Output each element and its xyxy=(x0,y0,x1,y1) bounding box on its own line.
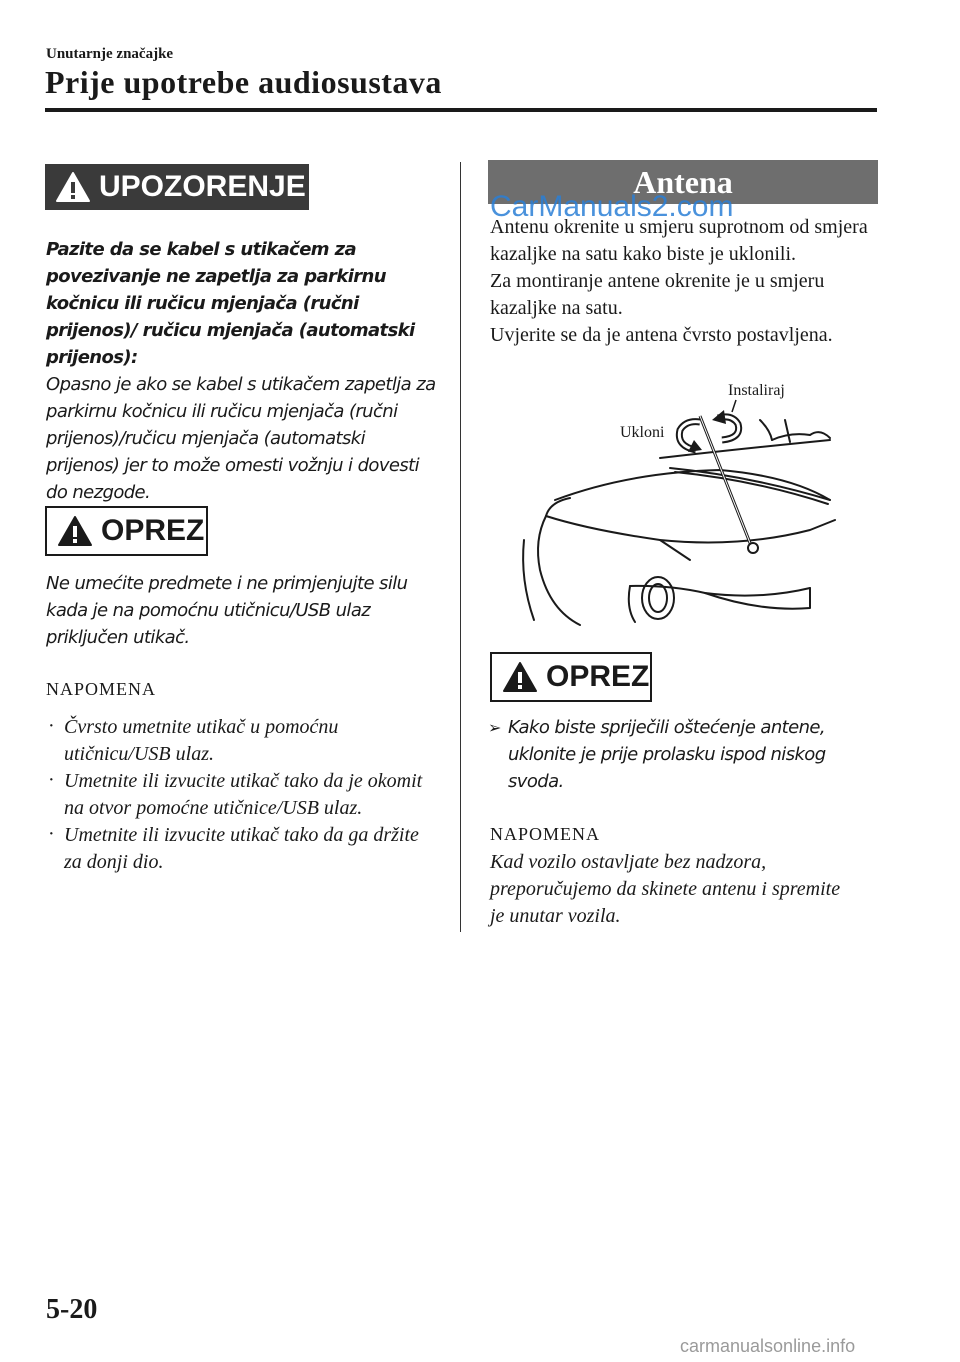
note-item: · Umetnite ili izvucite utikač tako da je okomit na otvor pomoćne utičnice/USB ulaz. xyxy=(46,768,426,822)
warning-badge xyxy=(45,164,309,210)
warning-label: UPOZORENJE xyxy=(99,170,306,203)
warning-lead: Pazite da se kabel s utikačem za povezivanje ne zapetlja za parkirnu kočnicu ili ručicu mjenjača (ručni prijenos)/ ručicu mjenjača (automatski prijenos): xyxy=(46,239,415,368)
footer-url: carmanualsonline.info xyxy=(680,1336,856,1356)
antenna-figure xyxy=(510,380,840,630)
note-list xyxy=(46,714,426,876)
note-item: · Umetnite ili izvucite utikač tako da ga držite za donji dio. xyxy=(46,822,426,876)
column-divider xyxy=(460,162,461,932)
title-divider xyxy=(45,108,877,112)
caution-label: OPREZ xyxy=(101,514,205,547)
install-label: Instaliraj xyxy=(728,382,785,399)
paragraph: Uvjerite se da je antena čvrsto postavljena. xyxy=(490,324,833,346)
caution-body xyxy=(46,570,436,651)
paragraph: Antenu okrenite u smjeru suprotnom od smjera kazaljke na satu kako biste je uklonili. xyxy=(490,216,868,265)
caution-badge xyxy=(45,506,208,556)
warning-text: Opasno je ako se kabel s utikačem zapetlja za parkirnu kočnicu ili ručicu mjenjača (ručni prijenos)/ručicu mjenjača (automatski prijenos) jer to može omesti vožnju i dovesti do nezgode. xyxy=(46,374,436,503)
antenna-section-title: Antena xyxy=(488,160,878,204)
warning-body xyxy=(46,236,436,506)
section-label: Unutarnje značajke xyxy=(46,46,174,62)
caution-triangle-icon xyxy=(502,661,538,693)
antenna-caution-list xyxy=(490,714,860,795)
page-number: 5-20 xyxy=(46,1294,98,1325)
paragraph: Za montiranje antene okrenite je u smjeru kazaljke na satu. xyxy=(490,270,825,319)
antenna-instructions xyxy=(490,214,880,349)
antenna-caution-badge xyxy=(490,652,652,702)
car-rear-illustration xyxy=(510,380,840,630)
caution-triangle-icon xyxy=(57,515,93,547)
page-title: Prije upotrebe audiosustava xyxy=(45,64,442,100)
watermark: CarManuals2.com xyxy=(490,190,734,223)
caution-label: OPREZ xyxy=(546,660,650,693)
warning-triangle-icon xyxy=(55,171,91,203)
note-heading: NAPOMENA xyxy=(46,679,157,699)
antenna-note-text: Kad vozilo ostavljate bez nadzora, preporučujemo da skinete antenu i spremite je unutar vozila. xyxy=(490,851,841,927)
caution-text: Ne umećite predmete i ne primjenjujte silu kada je na pomoćnu utičnicu/USB ulaz priključen utikač. xyxy=(46,573,408,648)
antenna-note-heading: NAPOMENA xyxy=(490,824,601,844)
remove-label: Ukloni xyxy=(620,424,665,441)
caution-item: ➢ Kako biste spriječili oštećenje antene, uklonite je prije prolasku ispod niskog svoda. xyxy=(490,714,860,795)
note-item: · Čvrsto umetnite utikač u pomoćnu utičnicu/USB ulaz. xyxy=(46,714,426,768)
